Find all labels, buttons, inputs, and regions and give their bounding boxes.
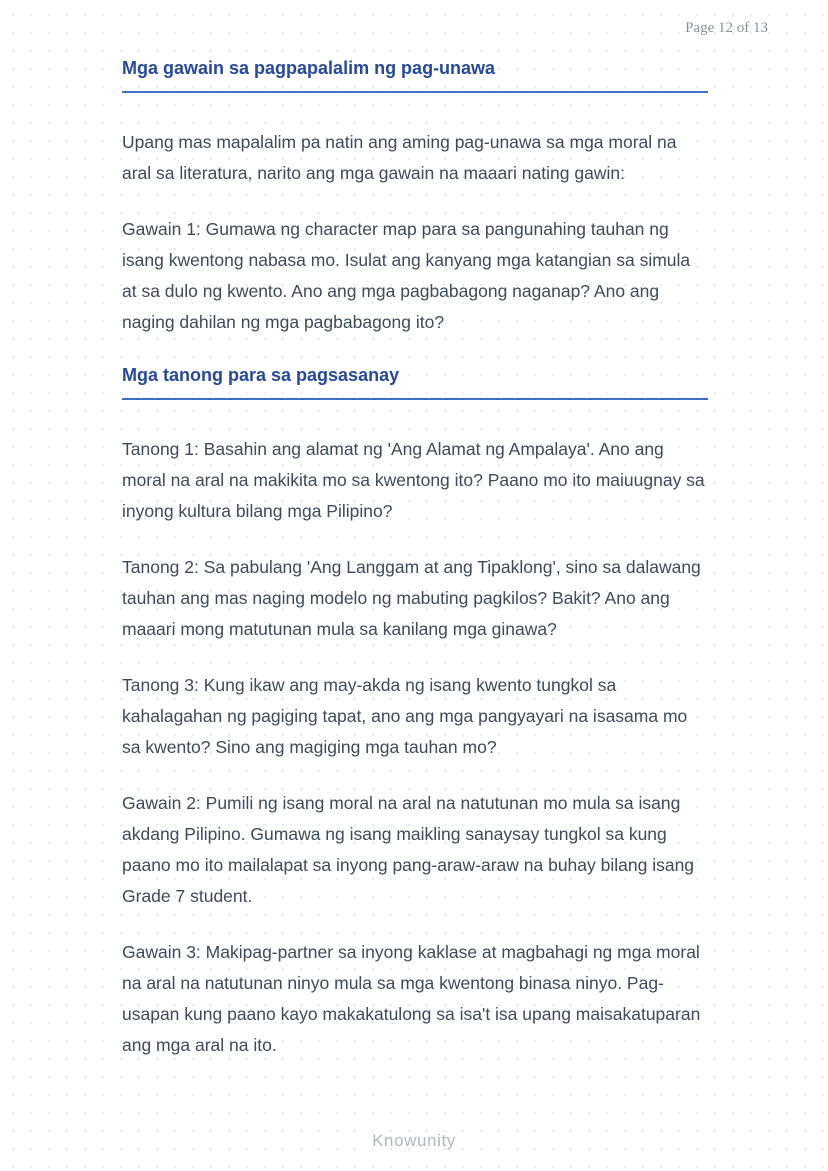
paragraph-gawain-3: Gawain 3: Makipag-partner sa inyong kaklase at magbahagi ng mga moral na aral na natutunan ninyo mula sa mga kwentong binasa ninyo. Pag-usapan kung paano kayo makakatulong sa isa't isa upang maisakatuparan ang mga aral na ito. xyxy=(122,942,701,1055)
section-heading-tanong: Mga tanong para sa pagsasanay xyxy=(122,363,708,400)
paragraph-tanong-2: Tanong 2: Sa pabulang 'Ang Langgam at ang Tipaklong', sino sa dalawang tauhan ang mas naging modelo ng mabuting pagkilos? Bakit? Ano ang maaari mong matutunan mula sa kanilang mga ginawa? xyxy=(122,557,701,639)
paragraph-tanong-1: Tanong 1: Basahin ang alamat ng 'Ang Alamat ng Ampalaya'. Ano ang moral na aral na makikita mo sa kwentong ito? Paano mo ito maiuugnay sa inyong kultura bilang mga Pilipino? xyxy=(122,439,705,521)
document-content xyxy=(122,56,708,1086)
paragraph-gawain-1: Gawain 1: Gumawa ng character map para sa pangunahing tauhan ng isang kwentong nabasa mo. Isulat ang kanyang mga katangian sa simula at sa dulo ng kwento. Ano ang mga pagbabagong naganap? Ano ang naging dahilan ng mga pagbabagong ito? xyxy=(122,219,691,332)
page-number-indicator: Page 12 of 13 xyxy=(685,20,768,36)
paragraph-tanong-3: Tanong 3: Kung ikaw ang may-akda ng isang kwento tungkol sa kahalagahan ng pagiging tapat, ano ang mga pangyayari na isasama mo sa kwento? Sino ang magiging mga tauhan mo? xyxy=(122,675,688,757)
section-heading-gawain: Mga gawain sa pagpapalalim ng pag-unawa xyxy=(122,56,708,93)
paragraph-gawain-2: Gawain 2: Pumili ng isang moral na aral na natutunan mo mula sa isang akdang Pilipino. Gumawa ng isang maikling sanaysay tungkol sa kung paano mo ito mailalapat sa inyong pang-araw-araw na buhay bilang isang Grade 7 student. xyxy=(122,793,695,906)
knowunity-brand-watermark: Knowunity xyxy=(372,1131,456,1150)
paragraph-intro: Upang mas mapalalim pa natin ang aming pag-unawa sa mga moral na aral sa literatura, narito ang mga gawain na maaari nating gawin: xyxy=(122,132,677,183)
